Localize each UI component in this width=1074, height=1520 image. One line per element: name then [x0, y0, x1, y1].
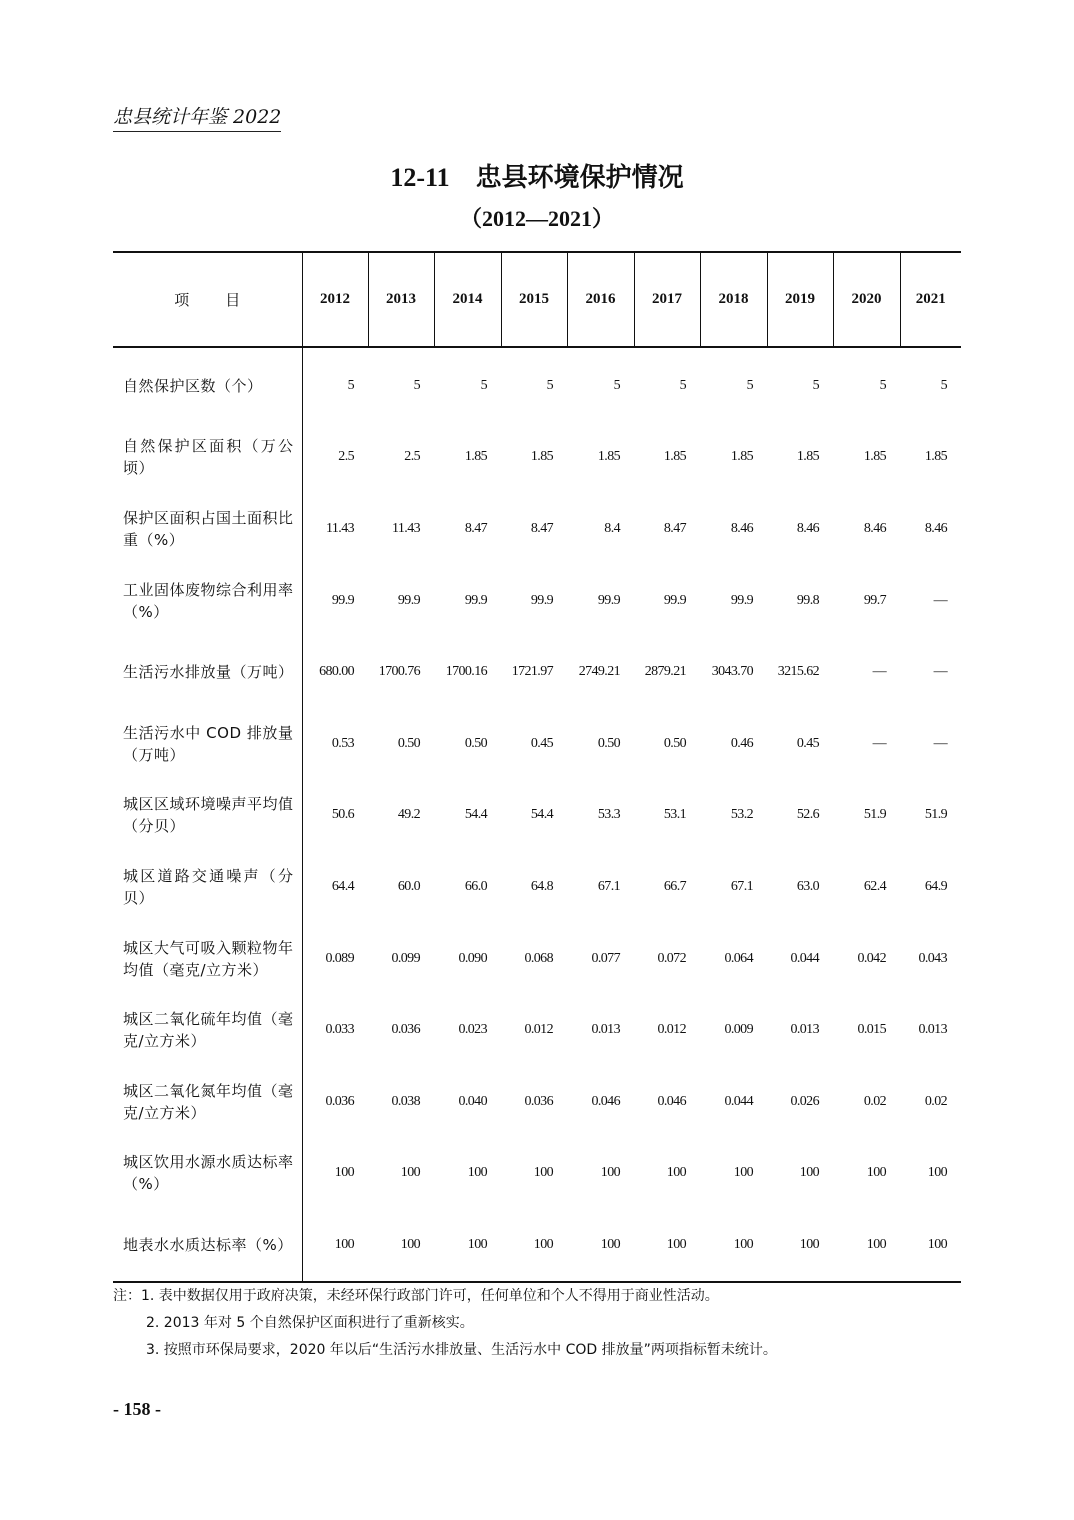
footnote: 2. 2013 年对 5 个自然保护区面积进行了重新核实。 [146, 1315, 474, 1331]
table-cell: 0.089 [325, 950, 354, 966]
table-cell: 5 [480, 377, 487, 393]
row-label: 地表水水质达标率（%） [113, 1209, 302, 1282]
table-cell: 54.4 [464, 807, 487, 823]
table-cell: 2749.21 [578, 664, 620, 680]
table-cell: 53.2 [730, 807, 753, 823]
footnote: 3. 按照市环保局要求，2020 年以后“生活污水排放量、生活污水中 COD 排放量”两项指标暂未统计。 [146, 1342, 777, 1358]
table-cell: 1700.16 [445, 664, 487, 680]
table-cell: 1.85 [924, 449, 947, 465]
table-row [113, 708, 961, 780]
table-cell: 0.046 [657, 1093, 686, 1109]
table-body [113, 347, 961, 1282]
footnotes [113, 1283, 777, 1364]
table-cell: 0.099 [391, 950, 420, 966]
table-cell: 0.033 [325, 1022, 354, 1038]
table-cell: 63.0 [796, 878, 819, 894]
table-cell: 100 [533, 1165, 553, 1181]
table-cell: 5 [413, 377, 420, 393]
table-cell: 0.072 [657, 950, 686, 966]
table-cell: 0.013 [918, 1022, 947, 1038]
item-column-header: 项目 [113, 252, 302, 347]
table-cell: 53.3 [597, 807, 620, 823]
table-cell: 8.4 [604, 520, 620, 536]
table-cell: 60.0 [397, 878, 420, 894]
table-cell: 8.47 [663, 520, 686, 536]
footnote: 注：1. 表中数据仅用于政府决策，未经环保行政部门许可，任何单位和个人不得用于商业性活动。 [113, 1288, 719, 1304]
row-label: 城区二氧化氮年均值（毫克/立方米） [113, 1066, 302, 1138]
table-row [113, 994, 961, 1066]
table-cell: 0.45 [796, 735, 819, 751]
table-cell: 0.077 [591, 950, 620, 966]
table-cell: 0.02 [924, 1093, 947, 1109]
table-cell: 64.8 [530, 878, 553, 894]
header-row [113, 252, 961, 347]
table-row [113, 1138, 961, 1210]
table-cell: 2.5 [404, 449, 420, 465]
table-cell: 100 [400, 1165, 420, 1181]
table-cell: 0.50 [397, 735, 420, 751]
table-cell: 100 [501, 1209, 567, 1282]
table-row [113, 347, 961, 422]
table-cell: 51.9 [863, 807, 886, 823]
table-cell: 8.47 [464, 520, 487, 536]
table-cell: 0.023 [458, 1022, 487, 1038]
table-cell: 0.038 [391, 1093, 420, 1109]
table-row [113, 780, 961, 852]
table-cell: 1.85 [530, 449, 553, 465]
table-cell: 0.044 [724, 1093, 753, 1109]
table-cell: 0.036 [391, 1022, 420, 1038]
table-cell: 0.015 [857, 1022, 886, 1038]
year-header: 2015 [501, 252, 567, 347]
table-cell: 100 [434, 1209, 501, 1282]
table-cell: 100 [733, 1165, 753, 1181]
table-cell: 52.6 [796, 807, 819, 823]
table-cell: 1.85 [796, 449, 819, 465]
table-cell: 100 [833, 1209, 900, 1282]
table-cell: 100 [927, 1165, 947, 1181]
table-cell: 0.02 [863, 1093, 886, 1109]
table-cell: 0.064 [724, 950, 753, 966]
table-cell: 0.040 [458, 1093, 487, 1109]
table-cell: 0.036 [524, 1093, 553, 1109]
year-header: 2019 [767, 252, 833, 347]
table-cell: 0.013 [591, 1022, 620, 1038]
table-cell: 66.0 [464, 878, 487, 894]
table-cell: 1.85 [863, 449, 886, 465]
table-cell: 0.46 [730, 735, 753, 751]
table-title: 忠县环境保护情况 [475, 163, 684, 193]
table-cell: 0.043 [918, 950, 947, 966]
table-cell: 3215.62 [777, 664, 819, 680]
table-cell: 51.9 [924, 807, 947, 823]
row-label: 自然保护区数（个） [113, 347, 302, 422]
table-cell: 1.85 [464, 449, 487, 465]
table-cell: 1721.97 [511, 664, 553, 680]
table-cell: 5 [546, 377, 553, 393]
table-cell: 0.046 [591, 1093, 620, 1109]
table-cell: 5 [879, 377, 886, 393]
table-cell: — [872, 664, 886, 680]
table-cell: 99.7 [863, 592, 886, 608]
table-cell: 2879.21 [644, 664, 686, 680]
year-header: 2021 [900, 252, 961, 347]
table-cell: 100 [866, 1165, 886, 1181]
row-label: 城区道路交通噪声（分贝） [113, 851, 302, 923]
table-row [113, 636, 961, 708]
running-head: 忠县统计年鉴 2022 [113, 102, 281, 132]
table-cell: 0.044 [790, 950, 819, 966]
table-cell: 8.46 [863, 520, 886, 536]
table-cell: 1700.76 [378, 664, 420, 680]
table-row [113, 565, 961, 637]
table-cell: 99.9 [663, 592, 686, 608]
table-cell: 49.2 [397, 807, 420, 823]
table-cell: — [933, 735, 947, 751]
table-cell: 5 [746, 377, 753, 393]
table-cell: 8.46 [796, 520, 819, 536]
table-cell: 0.012 [657, 1022, 686, 1038]
table-cell: 1.85 [663, 449, 686, 465]
table-cell: 0.53 [331, 735, 354, 751]
table-cell: 50.6 [331, 807, 354, 823]
table-cell: 11.43 [392, 520, 420, 536]
table-cell: 0.009 [724, 1022, 753, 1038]
page-number: - 158 - [113, 1399, 161, 1419]
table-cell: 100 [767, 1209, 833, 1282]
year-header: 2016 [567, 252, 634, 347]
table-cell: 54.4 [530, 807, 553, 823]
table-cell: 5 [613, 377, 620, 393]
table-cell: 100 [467, 1165, 487, 1181]
page-subtitle: （2012—2021） [459, 206, 614, 231]
table-cell: 62.4 [863, 878, 886, 894]
table-cell: 64.4 [331, 878, 354, 894]
table-cell: 11.43 [326, 520, 354, 536]
row-label: 生活污水排放量（万吨） [113, 636, 302, 708]
table-cell: 1.85 [597, 449, 620, 465]
table-cell: 0.45 [530, 735, 553, 751]
table-cell: 99.9 [597, 592, 620, 608]
table-cell: 0.068 [524, 950, 553, 966]
year-header: 2014 [434, 252, 501, 347]
table-cell: 5 [347, 377, 354, 393]
table-cell: 100 [799, 1165, 819, 1181]
table-cell: — [872, 735, 886, 751]
table-cell: 0.50 [597, 735, 620, 751]
table-cell: 3043.70 [711, 664, 753, 680]
table-cell: 0.012 [524, 1022, 553, 1038]
table-cell: 8.46 [924, 520, 947, 536]
row-label: 自然保护区面积（万公顷） [113, 422, 302, 494]
table-cell: 67.1 [730, 878, 753, 894]
table-cell: 0.090 [458, 950, 487, 966]
table-cell: 2.5 [338, 449, 354, 465]
row-label: 城区饮用水源水质达标率（%） [113, 1138, 302, 1210]
year-header: 2018 [700, 252, 767, 347]
table-cell: 680.00 [319, 664, 354, 680]
table-cell: — [933, 664, 947, 680]
table-cell: 100 [600, 1165, 620, 1181]
table-cell: 100 [334, 1165, 354, 1181]
table-row [113, 1209, 961, 1282]
year-header: 2013 [368, 252, 434, 347]
table-cell: 100 [567, 1209, 634, 1282]
table-cell: 0.042 [857, 950, 886, 966]
year-header: 2020 [833, 252, 900, 347]
table-row [113, 1066, 961, 1138]
table-cell: 100 [634, 1209, 700, 1282]
row-label: 城区区域环境噪声平均值（分贝） [113, 780, 302, 852]
table-cell: 0.50 [464, 735, 487, 751]
table-cell: 100 [302, 1209, 368, 1282]
table-row [113, 422, 961, 494]
page-title [0, 157, 1074, 194]
table-cell: 99.8 [796, 592, 819, 608]
table-cell: 99.9 [397, 592, 420, 608]
table-cell: 100 [900, 1209, 961, 1282]
year-header: 2012 [302, 252, 368, 347]
environment-table [113, 251, 961, 1283]
table-cell: 1.85 [730, 449, 753, 465]
row-label: 城区二氧化硫年均值（毫克/立方米） [113, 994, 302, 1066]
table-row [113, 493, 961, 565]
table-cell: 0.036 [325, 1093, 354, 1109]
row-label: 城区大气可吸入颗粒物年均值（毫克/立方米） [113, 923, 302, 995]
table-row [113, 851, 961, 923]
table-cell: 67.1 [597, 878, 620, 894]
table-cell: 64.9 [924, 878, 947, 894]
row-label: 工业固体废物综合利用率（%） [113, 565, 302, 637]
table-row [113, 923, 961, 995]
table-cell: 8.47 [530, 520, 553, 536]
row-label: 生活污水中 COD 排放量（万吨） [113, 708, 302, 780]
table-cell: 66.7 [663, 878, 686, 894]
table-cell: 53.1 [663, 807, 686, 823]
table-number: 12-11 [390, 163, 450, 192]
year-header: 2017 [634, 252, 700, 347]
table-cell: 99.9 [464, 592, 487, 608]
table-cell: 8.46 [730, 520, 753, 536]
table-cell: 5 [812, 377, 819, 393]
table-cell: 0.50 [663, 735, 686, 751]
table-cell: 100 [666, 1165, 686, 1181]
table-cell: 5 [940, 377, 947, 393]
table-cell: 99.9 [730, 592, 753, 608]
table-cell: 0.013 [790, 1022, 819, 1038]
row-label: 保护区面积占国土面积比重（%） [113, 493, 302, 565]
table-cell: 99.9 [331, 592, 354, 608]
table-cell: 0.026 [790, 1093, 819, 1109]
table-cell: 100 [700, 1209, 767, 1282]
table-cell: — [933, 592, 947, 608]
table-cell: 5 [679, 377, 686, 393]
table-cell: 100 [368, 1209, 434, 1282]
table-cell: 99.9 [530, 592, 553, 608]
